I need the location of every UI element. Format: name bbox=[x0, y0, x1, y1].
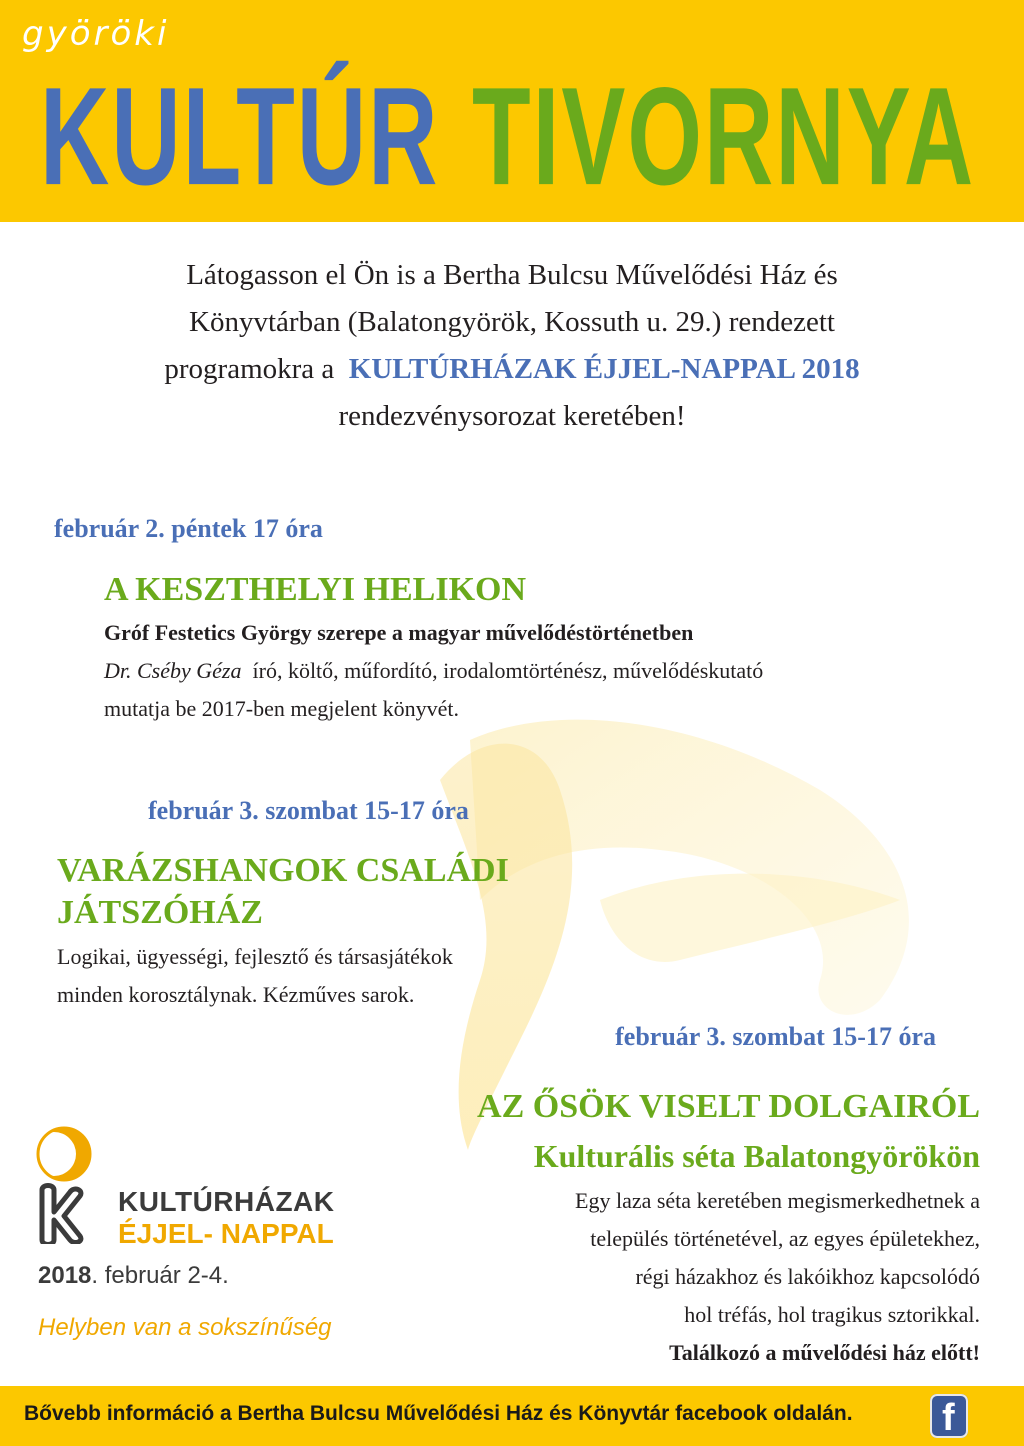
event-1-subtitle: Gróf Festetics György szerepe a magyar művelődéstörténetben bbox=[104, 620, 694, 645]
event-3-text-line-2: település történetével, az egyes épületekhez, bbox=[590, 1226, 980, 1251]
event-1-title: A KESZTHELYI HELIKON bbox=[104, 571, 527, 608]
intro-line-3 bbox=[60, 346, 964, 393]
header-script-word: györöki bbox=[22, 14, 170, 54]
intro-paragraph bbox=[60, 252, 964, 440]
event-1-text-line-2: mutatja be 2017-ben megjelent könyvét. bbox=[104, 696, 459, 721]
event-1-date: február 2. péntek 17 óra bbox=[54, 514, 323, 543]
kulturhazak-logo bbox=[34, 1124, 394, 1354]
event-3-date: február 3. szombat 15-17 óra bbox=[615, 1022, 936, 1051]
logo-date-range: . február 2-4. bbox=[91, 1262, 229, 1289]
intro-line-2: Könyvtárban (Balatongyörök, Kossuth u. 29.) rendezett bbox=[189, 306, 835, 338]
event-3-text-line-1: Egy laza séta keretében megismerkedhetnek a bbox=[575, 1188, 980, 1213]
event-2-title-line-2: JÁTSZÓHÁZ bbox=[57, 894, 263, 931]
event-1-description bbox=[104, 652, 924, 728]
event-2-text-line-2: minden korosztálynak. Kézműves sarok. bbox=[57, 982, 415, 1007]
intro-line-4: rendezvénysorozat keretében! bbox=[338, 400, 686, 432]
footer-text: Bővebb információ a Bertha Bulcsu Művelődési Ház és Könyvtár facebook oldalán. bbox=[24, 1402, 853, 1425]
logo-subname: ÉJJEL- NAPPAL bbox=[118, 1218, 334, 1249]
intro-line-1: Látogasson el Ön is a Bertha Bulcsu Művelődési Ház és bbox=[186, 259, 838, 291]
intro-event-name: KULTÚRHÁZAK ÉJJEL-NAPPAL 2018 bbox=[348, 353, 860, 385]
logo-slogan: Helyben van a sokszínűség bbox=[38, 1314, 332, 1341]
header-banner bbox=[0, 0, 1024, 222]
event-1-text-rest: író, költő, műfordító, irodalomtörténész, művelődéskutató bbox=[252, 658, 764, 683]
event-3-subtitle: Kulturális séta Balatongyörökön bbox=[533, 1138, 980, 1174]
event-1-presenter: Dr. Cséby Géza bbox=[104, 658, 242, 683]
logo-year: 2018 bbox=[38, 1262, 92, 1289]
event-3-meeting-point: Találkozó a művelődési ház előtt! bbox=[669, 1340, 980, 1365]
header-title bbox=[40, 58, 1000, 215]
logo-k-icon bbox=[34, 1124, 114, 1244]
footer-bar bbox=[0, 1386, 1024, 1446]
event-2-description bbox=[57, 938, 577, 1014]
event-3-text-line-3: régi házakhoz és lakóikhoz kapcsolódó bbox=[635, 1264, 980, 1289]
logo-name: KULTÚRHÁZAK bbox=[118, 1186, 335, 1217]
event-2-title bbox=[57, 850, 617, 934]
event-2-text-line-1: Logikai, ügyességi, fejlesztő és társasjátékok bbox=[57, 944, 453, 969]
event-3-title: AZ ŐSÖK VISELT DOLGAIRÓL bbox=[477, 1088, 980, 1125]
event-2-title-line-1: VARÁZSHANGOK CSALÁDI bbox=[57, 852, 509, 889]
event-2-date: február 3. szombat 15-17 óra bbox=[148, 796, 469, 825]
facebook-icon[interactable]: f bbox=[930, 1394, 968, 1438]
intro-line-3-prefix: programokra a bbox=[164, 353, 335, 385]
event-3-description bbox=[420, 1182, 980, 1372]
logo-dates bbox=[38, 1262, 229, 1290]
title-kultur: KULTÚR bbox=[40, 59, 440, 215]
event-3-text-line-4: hol tréfás, hol tragikus sztorikkal. bbox=[684, 1302, 980, 1327]
title-tivornya: TIVORNYA bbox=[472, 59, 976, 215]
